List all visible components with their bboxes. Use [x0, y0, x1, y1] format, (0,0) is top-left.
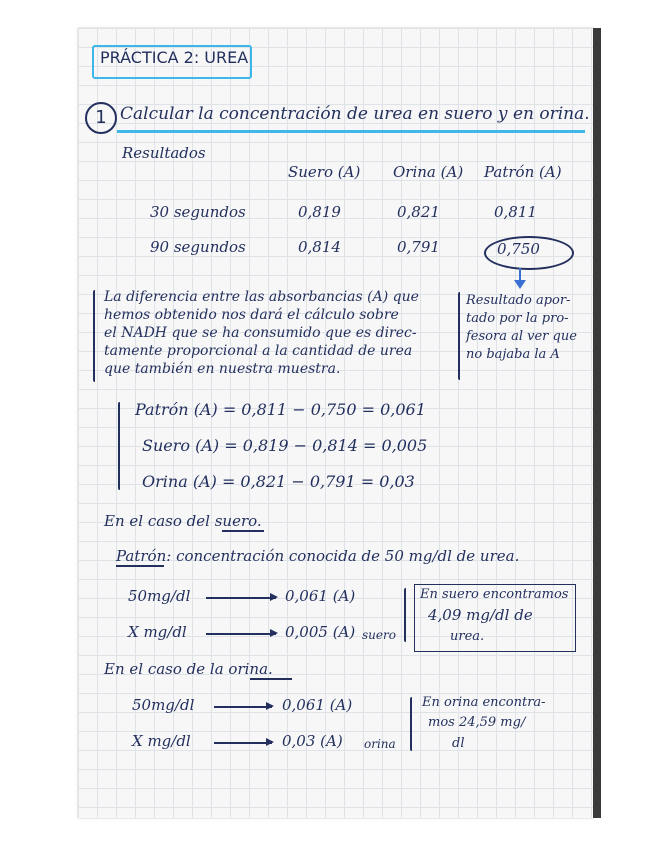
cell-suero-30: 0,819 [298, 203, 341, 221]
explanation-line-1: La diferencia entre las absorbancias (A) que [104, 289, 419, 305]
explanation-line-4: tamente proporcional a la cantidad de urea [104, 343, 413, 359]
page-edge [593, 28, 601, 818]
explanation-line-3: el NADH que se ha consumido que es direc- [104, 325, 417, 341]
section-number: 1 [85, 102, 117, 134]
urine-result-line-2: mos 24,59 mg/ [428, 715, 526, 730]
circled-value [484, 236, 574, 270]
urine-row2-suffix: orina [364, 737, 396, 751]
results-label: Resultados [122, 144, 206, 162]
cell-patron-90: 0,750 [497, 240, 540, 258]
note-line-4: no bajaba la A [466, 347, 560, 362]
note-line-3: fesora al ver que [466, 329, 577, 344]
serum-result-brace [404, 588, 406, 642]
cell-patron-30: 0,811 [494, 203, 537, 221]
serum-row2-right: 0,005 (A) [285, 623, 356, 641]
arrow-head-icon [514, 280, 526, 289]
cell-orina-90: 0,791 [397, 238, 440, 256]
explanation-line-5: que también en nuestra muestra. [104, 361, 341, 377]
serum-result-line-1: En suero encontramos [420, 587, 569, 602]
serum-result-line-3: urea. [450, 629, 485, 644]
calc-patron: Patrón (A) = 0,811 − 0,750 = 0,061 [135, 400, 426, 419]
calc-suero: Suero (A) = 0,819 − 0,814 = 0,005 [142, 436, 428, 455]
urine-row1-left: 50mg/dl [132, 696, 195, 714]
page-title: PRÁCTICA 2: UREA [100, 48, 249, 67]
urine-heading: En el caso de la orina. [104, 660, 273, 678]
serum-row2-left: X mg/dl [128, 623, 187, 641]
arrow-right-icon [206, 633, 276, 635]
serum-row1-left: 50mg/dl [128, 587, 191, 605]
urine-result-line-3: dl [452, 736, 465, 751]
serum-underline [222, 530, 264, 532]
calc-orina: Orina (A) = 0,821 − 0,791 = 0,03 [142, 472, 415, 491]
col-header-patron: Patrón (A) [484, 163, 562, 181]
pattern-line: Patrón: concentración conocida de 50 mg/dl de urea. [116, 547, 520, 565]
serum-heading: En el caso del suero. [104, 512, 262, 530]
row-time-30: 30 segundos [150, 203, 246, 221]
cell-suero-90: 0,814 [298, 238, 341, 256]
arrow-right-icon [214, 706, 272, 708]
urine-row1-right: 0,061 (A) [282, 696, 353, 714]
heading-underline [117, 130, 585, 133]
calc-brace [118, 402, 120, 490]
serum-row1-right: 0,061 (A) [285, 587, 356, 605]
urine-result-line-1: En orina encontra- [422, 695, 546, 710]
urine-underline [250, 678, 292, 680]
cell-orina-30: 0,821 [397, 203, 440, 221]
urine-row2-right: 0,03 (A) [282, 732, 343, 750]
left-brace [93, 290, 95, 382]
arrow-right-icon [206, 597, 276, 599]
urine-row2-left: X mg/dl [132, 732, 191, 750]
pattern-underline [116, 565, 164, 567]
section-heading: Calcular la concentración de urea en suero y en orina. [120, 104, 590, 124]
arrow-right-icon [214, 742, 272, 744]
urine-result-brace [410, 697, 412, 751]
explanation-line-2: hemos obtenido nos dará el cálculo sobre [104, 307, 399, 323]
serum-row2-suffix: suero [362, 628, 396, 642]
row-time-90: 90 segundos [150, 238, 246, 256]
note-line-1: Resultado apor- [466, 293, 571, 308]
col-header-suero: Suero (A) [288, 163, 361, 181]
col-header-orina: Orina (A) [393, 163, 464, 181]
note-line-2: tado por la pro- [466, 311, 569, 326]
serum-result-line-2: 4,09 mg/dl de [428, 606, 533, 624]
note-brace [458, 292, 460, 380]
